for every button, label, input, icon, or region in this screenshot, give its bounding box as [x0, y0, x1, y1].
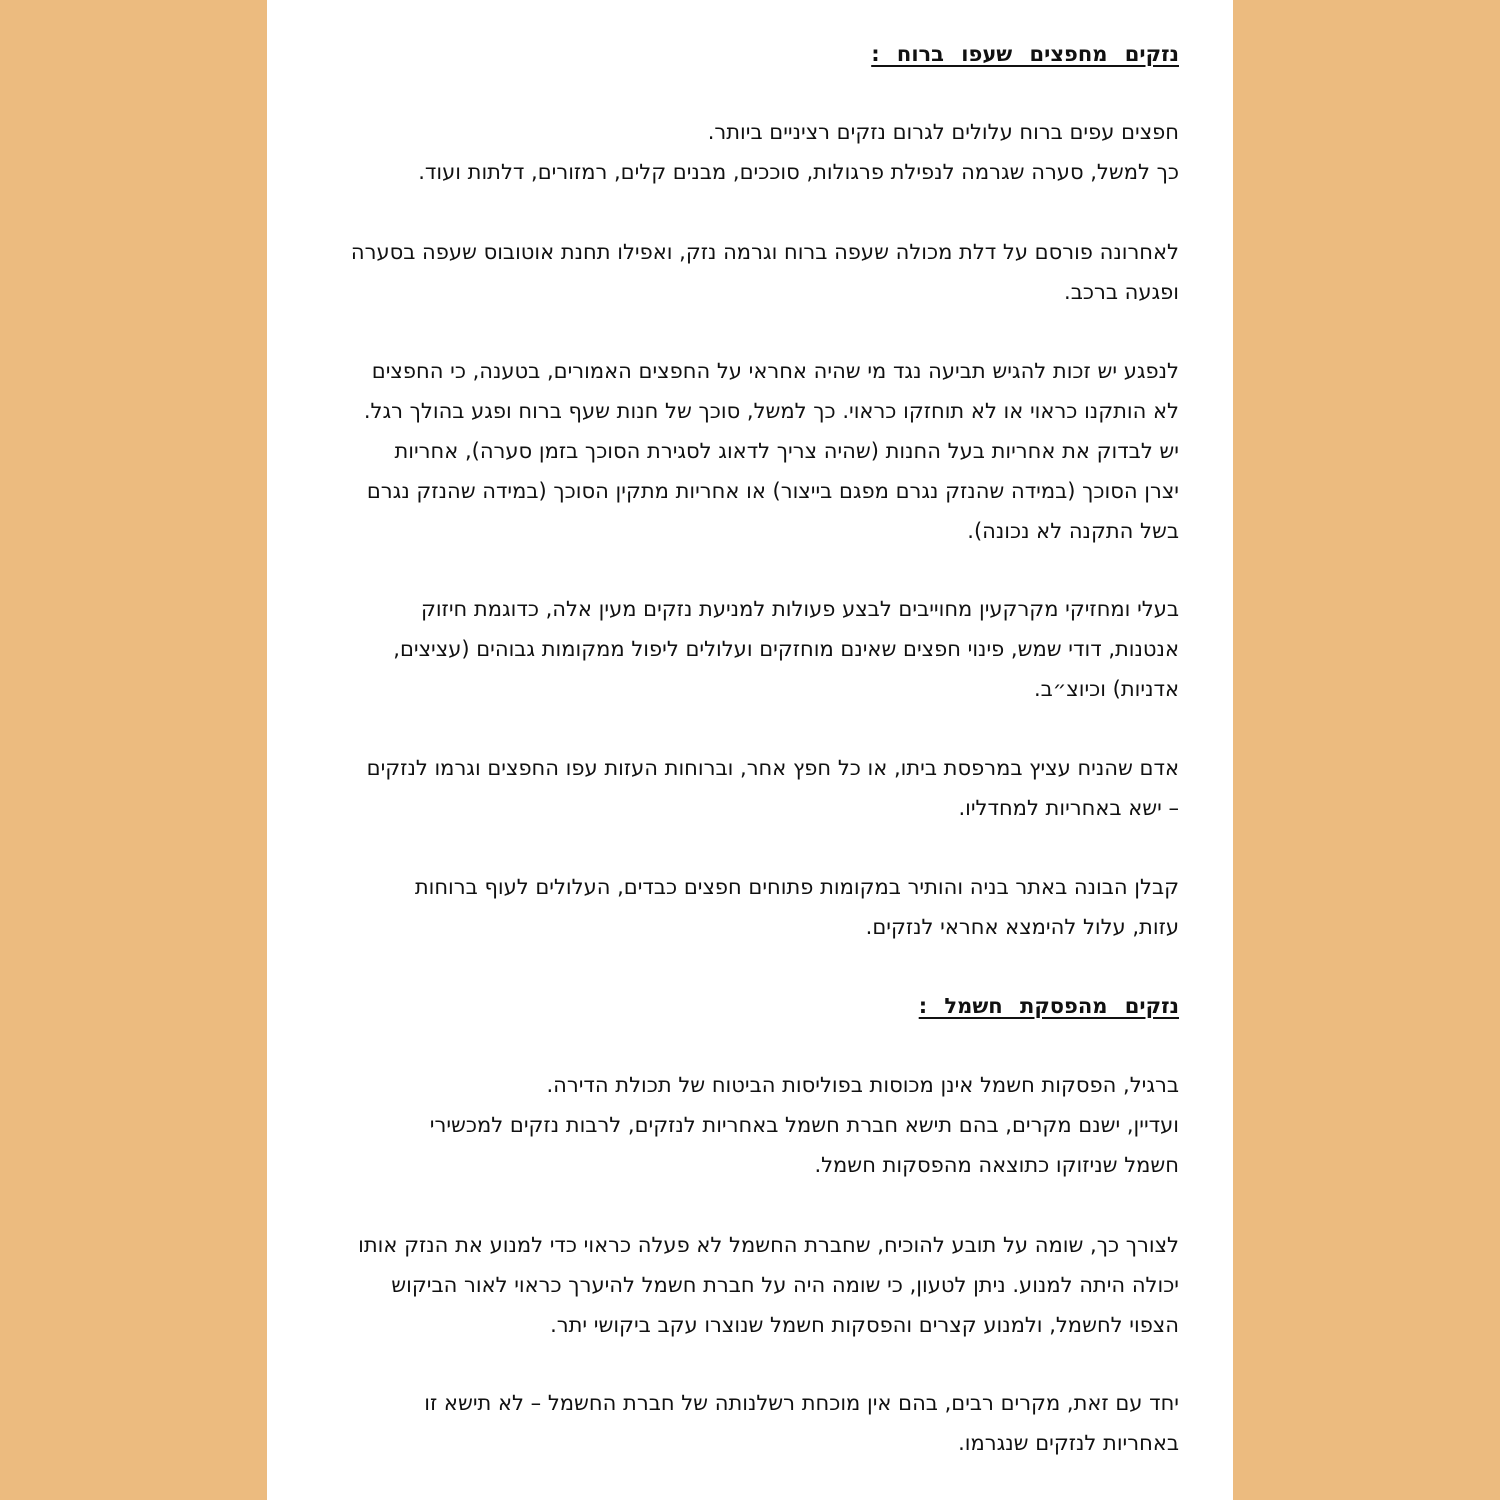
- paragraph: יחד עם זאת, מקרים רבים, בהם אין מוכחת רשלנותה של חברת החשמל – לא תישא זו באחריות לנזקים שנגרמו.: [424, 1391, 1179, 1455]
- section-heading-wind-damage: נזקים מחפצים שעפו ברוח :: [871, 42, 1179, 66]
- paragraph: ברגיל, הפסקות חשמל אינן מכוסות בפוליסות הביטוח של תכולת הדירה. ועדיין, ישנם מקרים, בהם תישא חברת חשמל באחריות לנזקים, לרבות נזקים למכשירי חשמל שניזוקו כתוצאה מהפסקות חשמל.: [429, 1073, 1179, 1177]
- paragraph: קבלן הבונה באתר בניה והותיר במקומות פתוחים חפצים כבדים, העלולים לעוף ברוחות עזות, עלול להימצא אחראי לנזקים.: [414, 875, 1179, 939]
- paragraph: חפצים עפים ברוח עלולים לגרום נזקים רציניים ביותר. כך למשל, סערה שגרמה לנפילת פרגולות, סוככים, מבנים קלים, רמזורים, דלתות ועוד.: [418, 120, 1179, 184]
- paragraph: לאחרונה פורסם על דלת מכולה שעפה ברוח וגרמה נזק, ואפילו תחנת אוטובוס שעפה בסערה ופגעה ברכב.: [350, 240, 1179, 304]
- document-page: [267, 0, 1233, 1500]
- paragraph: בעלי ומחזיקי מקרקעין מחוייבים לבצע פעולות למניעת נזקים מעין אלה, כדוגמת חיזוק אנטנות, דודי שמש, פינוי חפצים שאינם מוחזקים ועלולים ליפול ממקומות גבוהים (עציצים, אדניות) וכיוצ״ב.: [393, 597, 1179, 701]
- paragraph: לצורך כך, שומה על תובע להוכיח, שחברת החשמל לא פעלה כראוי כדי למנוע את הנזק אותו יכולה היתה למנוע. ניתן לטעון, כי שומה היה על חברת חשמל להיערך כראוי לאור הביקוש הצפוי לחשמל, ולמנוע קצרים והפסקות חשמל שנוצרו עקב ביקושי יתר.: [358, 1233, 1179, 1337]
- section-heading-power-outage: נזקים מהפסקת חשמל :: [918, 994, 1179, 1018]
- paragraph: לנפגע יש זכות להגיש תביעה נגד מי שהיה אחראי על החפצים האמורים, בטענה, כי החפצים לא הותקנו כראוי או לא תוחזקו כראוי. כך למשל, סוכך של חנות שעף ברוח ופגע בהולך רגל. יש לבדוק את אחריות בעל החנות (שהיה צריך לדאוג לסגירת הסוכך בזמן סערה), אחריות יצרן הסוכך (במידה שהנזק נגרם מפגם בייצור) או אחריות מתקין הסוכך (במידה שהנזק נגרם בשל התקנה לא נכונה).: [363, 359, 1179, 543]
- paragraph: אדם שהניח עציץ במרפסת ביתו, או כל חפץ אחר, וברוחות העזות עפו החפצים וגרמו לנזקים – ישא באחריות למחדליו.: [366, 756, 1179, 820]
